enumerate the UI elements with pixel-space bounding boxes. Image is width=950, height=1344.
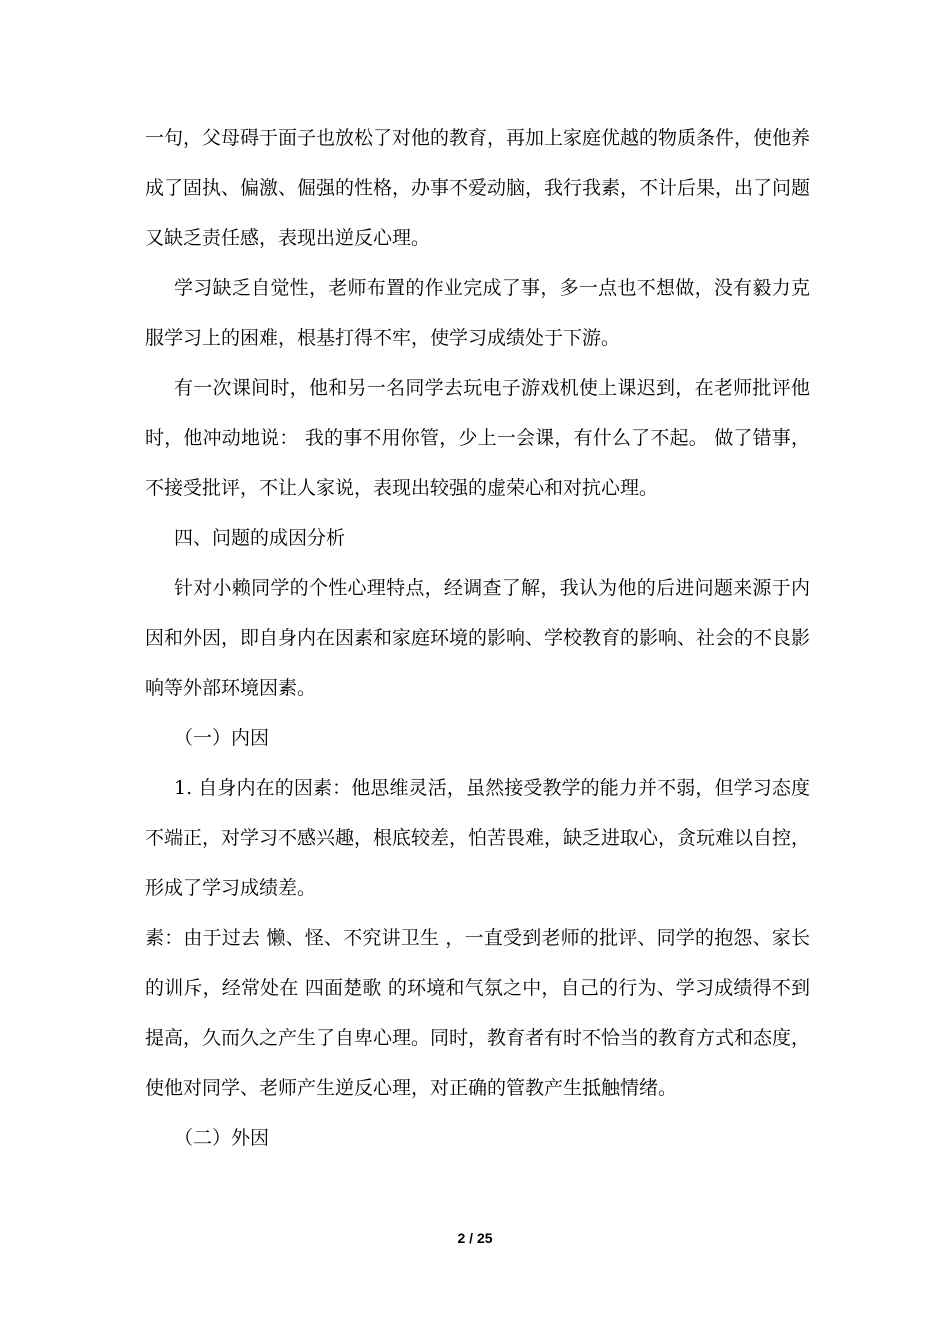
paragraph-line: 素：由于过去 懒、怪、不究讲卫生 ，一直受到老师的批评、同学的抱怨、家长 — [145, 927, 810, 949]
paragraph-line: 有一次课间时，他和另一名同学去玩电子游戏机使上课迟到，在老师批评他 — [174, 377, 810, 399]
paragraph-line: 因和外因，即自身内在因素和家庭环境的影响、学校教育的影响、社会的不良影 — [145, 627, 810, 649]
paragraph-line: 1. 自身内在的因素：他思维灵活，虽然接受教学的能力并不弱，但学习态度 — [174, 777, 810, 799]
paragraph-line: 不端正，对学习不感兴趣，根底较差，怕苦畏难，缺乏进取心，贪玩难以自控， — [145, 827, 810, 849]
paragraph-line: 一句，父母碍于面子也放松了对他的教育，再加上家庭优越的物质条件，使他养 — [145, 127, 810, 149]
page-number: 2 / 25 — [457, 1230, 493, 1246]
subsection-heading: （二）外因 — [174, 1127, 270, 1149]
paragraph-line: 的训斥，经常处在 四面楚歌 的环境和气氛之中，自己的行为、学习成绩得不到 — [145, 977, 810, 999]
subsection-heading: （一）内因 — [174, 727, 270, 749]
paragraph-line: 使他对同学、老师产生逆反心理，对正确的管教产生抵触情绪。 — [145, 1077, 678, 1099]
paragraph-line: 不接受批评，不让人家说，表现出较强的虚荣心和对抗心理。 — [145, 477, 659, 499]
paragraph-line: 成了固执、偏激、倔强的性格，办事不爱动脑，我行我素，不计后果，出了问题 — [145, 177, 810, 199]
paragraph-line: 提高，久而久之产生了自卑心理。同时，教育者有时不恰当的教育方式和态度， — [145, 1027, 810, 1049]
section-heading: 四、问题的成因分析 — [174, 527, 346, 549]
paragraph-line: 又缺乏责任感，表现出逆反心理。 — [145, 227, 431, 249]
paragraph-line: 形成了学习成绩差。 — [145, 877, 317, 899]
paragraph-line: 时，他冲动地说： 我的事不用你管，少上一会课，有什么了不起。 做了错事， — [145, 427, 810, 449]
paragraph-line: 响等外部环境因素。 — [145, 677, 317, 699]
paragraph-line: 针对小赖同学的个性心理特点，经调查了解，我认为他的后进问题来源于内 — [174, 577, 810, 599]
paragraph-line: 学习缺乏自觉性，老师布置的作业完成了事，多一点也不想做，没有毅力克 — [174, 277, 810, 299]
paragraph-line: 服学习上的困难，根基打得不牢，使学习成绩处于下游。 — [145, 327, 621, 349]
